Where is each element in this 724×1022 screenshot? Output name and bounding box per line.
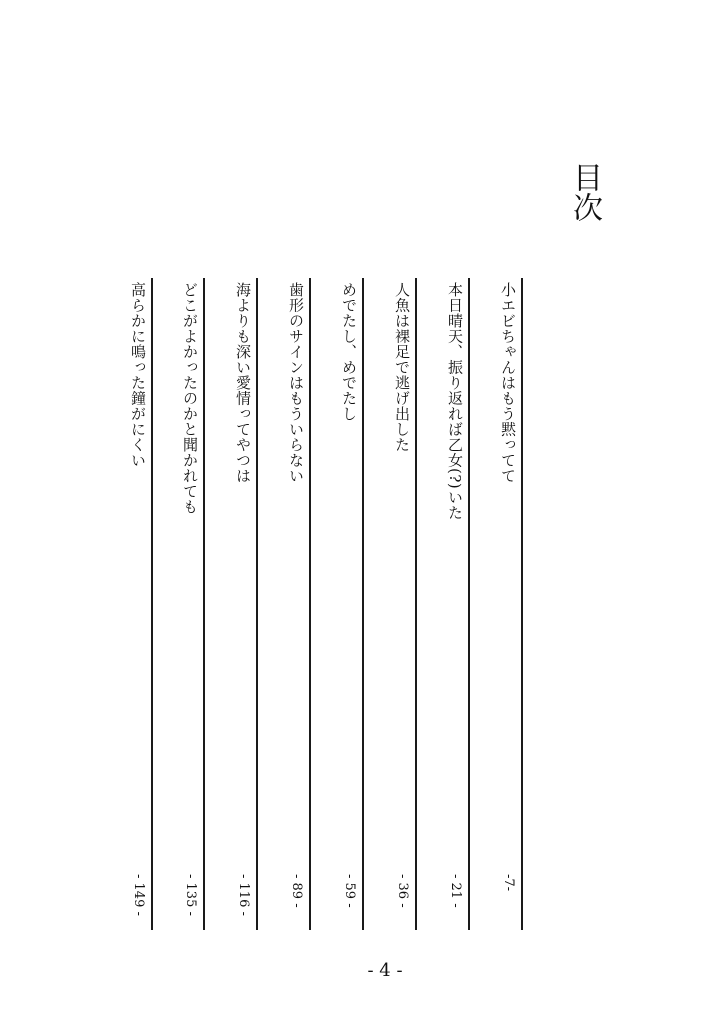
toc-entry <box>389 278 429 930</box>
toc-entry-page-number: - 21 - <box>448 874 463 908</box>
toc-divider <box>203 278 205 930</box>
toc-divider <box>362 278 364 930</box>
toc-entry-title: 海よりも深い愛情ってやつは <box>234 282 252 484</box>
toc-entry-page-number: - 135 - <box>183 874 198 916</box>
toc-divider <box>256 278 258 930</box>
toc-entry-title: 本日晴天、振り返れば乙女(?)いた <box>446 282 464 521</box>
page-title: 目次 <box>567 162 602 222</box>
table-of-contents <box>125 278 535 930</box>
toc-entry <box>125 278 165 930</box>
toc-entry-title: めでたし、めでたし <box>340 282 358 422</box>
toc-entry <box>495 278 535 930</box>
toc-entry-page-number: - 59 - <box>342 874 357 908</box>
toc-entry-page-number: - 36 - <box>395 874 410 908</box>
toc-divider <box>468 278 470 930</box>
toc-entry <box>230 278 270 930</box>
toc-entry-title: 人魚は裸足で逃げ出した <box>393 282 411 453</box>
page-number: - 4 - <box>367 960 403 981</box>
toc-divider <box>415 278 417 930</box>
toc-divider <box>521 278 523 930</box>
toc-entry-title: 歯形のサインはもういらない <box>287 282 305 484</box>
toc-entry-page-number: -7- <box>501 874 516 892</box>
toc-entry-title: どこがよかったのかと聞かれても <box>181 282 199 515</box>
toc-entry-title: 高らかに鳴った鐘がにくい <box>129 282 147 468</box>
toc-entry-page-number: - 116 - <box>236 874 251 916</box>
toc-entry <box>283 278 323 930</box>
toc-entry-page-number: - 149 - <box>131 874 146 916</box>
toc-entry <box>336 278 376 930</box>
toc-entry <box>442 278 482 930</box>
toc-entry <box>177 278 217 930</box>
toc-divider <box>309 278 311 930</box>
toc-entry-page-number: - 89 - <box>289 874 304 908</box>
toc-entry-title: 小エビちゃんはもう黙ってて <box>499 282 517 484</box>
toc-divider <box>151 278 153 930</box>
